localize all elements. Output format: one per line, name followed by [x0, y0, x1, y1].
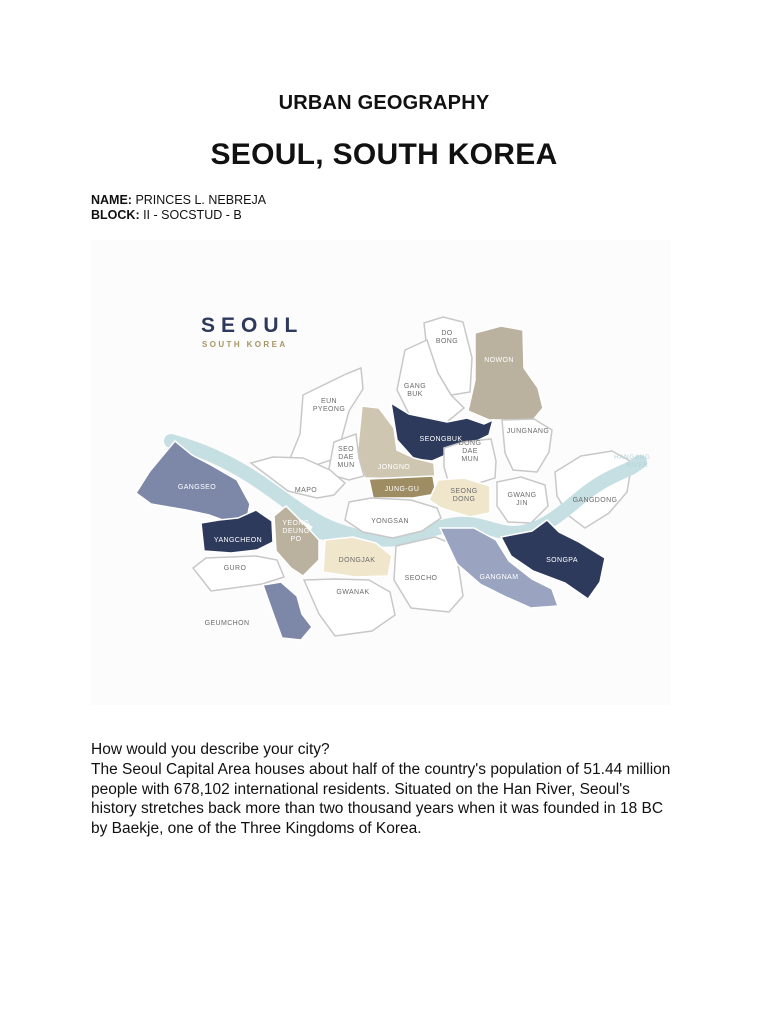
document-title: SEOUL, SOUTH KOREA — [210, 138, 558, 171]
district-label-jongno: JONGNO — [377, 464, 411, 471]
district-label-gangnam: GANGNAM — [479, 574, 519, 581]
student-name-line — [91, 193, 266, 208]
district-label-mapo: MAPO — [294, 487, 318, 494]
district-label-gang-buk: GANG BUK — [403, 383, 427, 398]
district-label-seocho: SEOCHO — [404, 575, 438, 582]
district-label-dongjak: DONGJAK — [338, 557, 376, 564]
district-label-yeong-deung-po: YEONG DEUNG PO — [282, 520, 310, 543]
district-label-eun-pyeong: EUN PYEONG — [312, 398, 346, 413]
district-label-seong-dong: SEONG DONG — [450, 488, 478, 503]
district-label-gwanak: GWANAK — [336, 589, 370, 596]
answer-paragraph: The Seoul Capital Area houses about half of the country's population of 51.44 million people with 678,102 international residents. Situated on the Han River, Seoul's history stretches back more than two thousand years when it was founded in 18 BC by Baekje, one of the Three Kingdoms of Korea. — [91, 761, 671, 837]
district-label-do-bong: DO BONG — [435, 330, 459, 345]
district-label-gangdong: GANGDONG — [572, 497, 618, 504]
student-block-line — [91, 208, 242, 223]
district-label-yongsan: YONGSAN — [371, 518, 409, 525]
river-label-2: RIVER — [626, 462, 649, 469]
name-label: NAME: — [91, 193, 132, 207]
district-label-gwang-jin: GWANG JIN — [507, 492, 537, 507]
document-subject: URBAN GEOGRAPHY — [278, 92, 490, 114]
district-label-songpa: SONGPA — [546, 557, 578, 564]
district-label-geumchon: GEUMCHON — [204, 620, 250, 627]
district-label-jungnang: JUNGNANG — [506, 428, 550, 435]
river-label-1: HANGANG — [614, 454, 651, 461]
seoul-district-map — [91, 240, 671, 705]
district-label-yangcheon: YANGCHEON — [213, 537, 263, 544]
district-label-gangseo: GANGSEO — [177, 484, 217, 491]
question-text: How would you describe your city? — [91, 741, 330, 758]
map-subtitle: SOUTH KOREA — [202, 340, 288, 349]
block-label: BLOCK: — [91, 208, 140, 222]
name-value: PRINCES L. NEBREJA — [131, 193, 267, 207]
district-label-nowon: NOWON — [484, 357, 514, 364]
district-label-dong-dae-mun: DONG DAE MUN — [458, 440, 482, 463]
district-label-jung-gu: JUNG-GU — [384, 486, 420, 493]
district-label-seongbuk: SEONGBUK — [419, 436, 463, 443]
map-title: SEOUL — [201, 314, 304, 337]
district-label-seo-dae-mun: SEO DAE MUN — [337, 446, 355, 469]
district-label-guro: GURO — [223, 565, 247, 572]
block-value: II - SOCSTUD - B — [139, 208, 242, 222]
